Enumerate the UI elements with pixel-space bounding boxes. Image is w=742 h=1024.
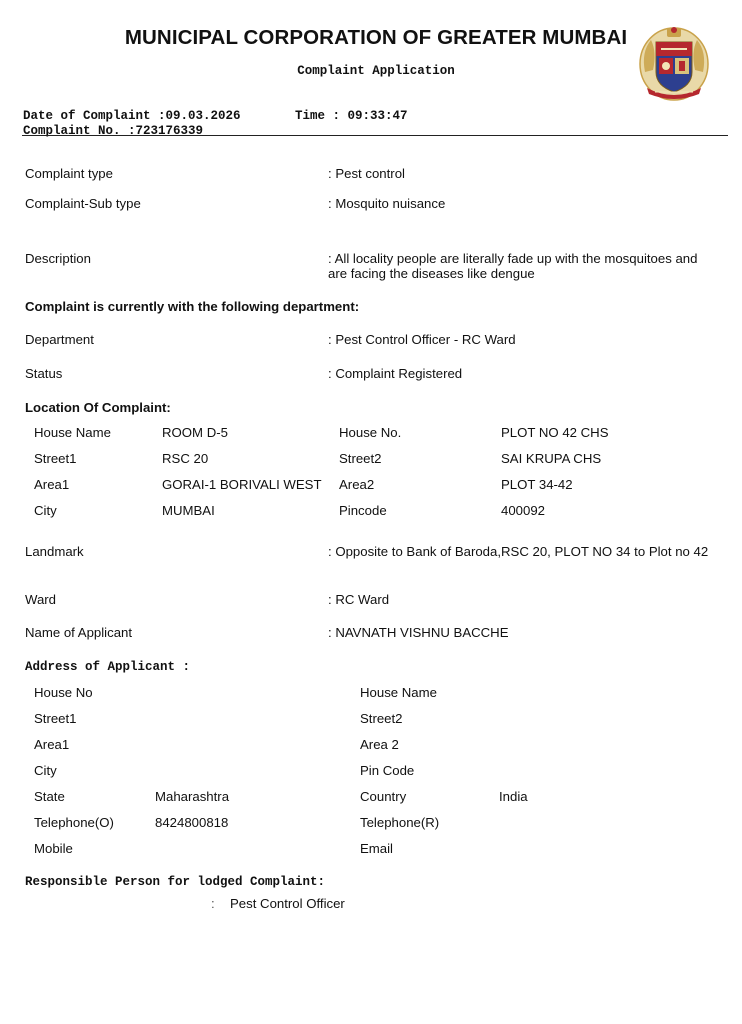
location-value: PLOT 34-42 [501, 477, 573, 492]
address-value: 8424800818 [155, 815, 229, 830]
landmark-value: : Opposite to Bank of Baroda,RSC 20, PLOT NO 34 to Plot no 42 [328, 544, 709, 559]
address-label: Email [360, 841, 393, 856]
location-label: House Name [34, 425, 111, 440]
ward-label: Ward [25, 592, 57, 607]
location-label: Street1 [34, 451, 77, 466]
complaint-subtype-value: : Mosquito nuisance [328, 196, 446, 211]
address-label: Street2 [360, 711, 403, 726]
complaint-type-value: : Pest control [328, 166, 405, 181]
location-value: PLOT NO 42 CHS [501, 425, 609, 440]
address-label: Street1 [34, 711, 77, 726]
address-label: Mobile [34, 841, 73, 856]
location-value: SAI KRUPA CHS [501, 451, 602, 466]
address-value: Maharashtra [155, 789, 230, 804]
location-label: House No. [339, 425, 402, 440]
complaint-type-label: Complaint type [25, 166, 113, 181]
complaint-subtype-label: Complaint-Sub type [25, 196, 141, 211]
department-value: : Pest Control Officer - RC Ward [328, 332, 516, 347]
applicant-name-value: : NAVNATH VISHNU BACCHE [328, 625, 509, 640]
document-title: Complaint Application [297, 64, 455, 78]
status-value: : Complaint Registered [328, 366, 463, 381]
address-heading: Address of Applicant : [25, 660, 191, 674]
mcgm-emblem-icon [637, 22, 711, 102]
address-label: House Name [360, 685, 437, 700]
location-value: RSC 20 [162, 451, 209, 466]
location-label: Pincode [339, 503, 387, 518]
address-label: Pin Code [360, 763, 415, 778]
location-label: Street2 [339, 451, 382, 466]
address-label: Country [360, 789, 407, 804]
complaint-time: Time : 09:33:47 [295, 109, 408, 123]
address-label: Area1 [34, 737, 70, 752]
location-label: Area1 [34, 477, 70, 492]
location-heading: Location Of Complaint: [25, 400, 171, 415]
applicant-name-label: Name of Applicant [25, 625, 133, 640]
complaint-number: Complaint No. :723176339 [23, 124, 204, 138]
location-value: MUMBAI [162, 503, 215, 518]
ward-value: : RC Ward [328, 592, 390, 607]
department-heading: Complaint is currently with the following department: [25, 299, 360, 314]
address-label: City [34, 763, 57, 778]
organization-title: MUNICIPAL CORPORATION OF GREATER MUMBAI [124, 26, 628, 49]
header-divider [22, 135, 728, 136]
address-value: India [499, 789, 528, 804]
department-label: Department [25, 332, 94, 347]
location-label: Area2 [339, 477, 375, 492]
responsible-heading: Responsible Person for lodged Complaint: [25, 875, 326, 889]
location-label: City [34, 503, 57, 518]
address-label: Area 2 [360, 737, 399, 752]
location-value: 400092 [501, 503, 546, 518]
status-label: Status [25, 366, 63, 381]
address-label: Telephone(R) [360, 815, 440, 830]
address-label: House No [34, 685, 93, 700]
description-label: Description [25, 251, 91, 266]
location-value: GORAI-1 BORIVALI WEST [162, 477, 322, 492]
address-label: Telephone(O) [34, 815, 114, 830]
responsible-colon: : [211, 896, 215, 911]
location-value: ROOM D-5 [162, 425, 228, 440]
description-value: : All locality people are literally fade up with the mosquitoes and are facing the diseases like dengue [328, 251, 698, 281]
responsible-value: Pest Control Officer [230, 896, 345, 911]
complaint-date: Date of Complaint :09.03.2026 [23, 109, 241, 123]
landmark-label: Landmark [25, 544, 84, 559]
address-label: State [34, 789, 65, 804]
